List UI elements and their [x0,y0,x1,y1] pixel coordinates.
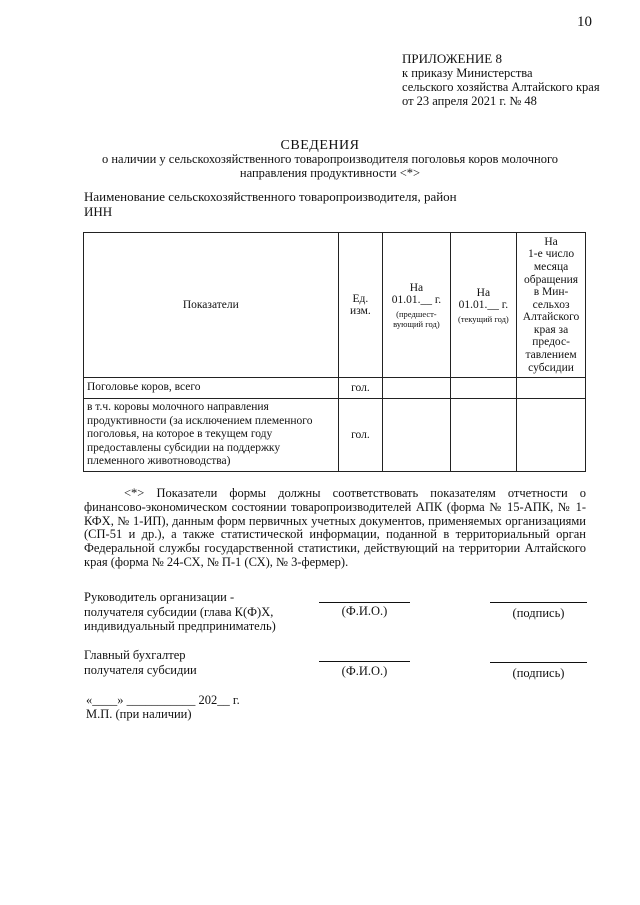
accountant-fio-caption: (Ф.И.О.) [341,664,388,678]
header-unit-line-1: Ед. [352,293,369,305]
header-application-month [517,233,586,378]
accountant-label-line-1: Главный бухгалтер [84,648,186,662]
header-last-line: обращения [524,273,579,286]
header-last-line: 1-е число [528,248,575,261]
stamp-label: М.П. (при наличии) [86,707,192,721]
row-cell-empty [517,399,586,472]
producer-block [84,189,457,219]
head-fio-caption: (Ф.И.О.) [341,604,388,618]
header-cur-line-1: На [476,286,491,299]
subtitle-line-2: направления продуктивности <*> [239,166,421,180]
header-unit [338,233,383,378]
data-table [83,232,586,472]
appendix-title: ПРИЛОЖЕНИЕ 8 [402,51,502,66]
head-label-line-1: Руководитель организации - [84,590,235,604]
row-unit: гол. [338,399,383,472]
subtitle-line-1: о наличии у сельскохозяйственного товаропроизводителя поголовья коров молочного [101,152,559,166]
header-indicators: Показатели [84,233,339,378]
header-last-line: предос- [532,336,570,349]
appendix-block [402,52,600,108]
header-unit-line-2: изм. [350,305,371,317]
producer-inn-label: ИНН [84,204,113,219]
accountant-sign-line [490,662,587,663]
row-label: в т.ч. коровы молочного направления продуктивности (за исключением племенного поголовья, на которое в текущем году предоставлены субсидии на поддержку племенного животноводства) [84,399,339,472]
header-last-line: Алтайского [522,311,580,324]
footnote: <*> Показатели формы должны соответствовать показателям отчетности о финансово-экономическом состоянии товаропроизводителей АПК (форма № 15-АПК, № 1-КФХ, № 1-ИП), данным форм первичных учетных документов, применяемых организациями (СП-51 и др.), а также статистической информации, поданной в территориальный орган Федеральной службы государственной статистики, действующий на территории Алтайского края (форма № 24-СХ, № П-1 (СХ), № 3-фермер). [84,486,586,569]
header-last-line: месяца [533,260,569,273]
head-fio-line [319,602,410,603]
header-cur-line-2: 01.01.__ г. [458,298,509,311]
accountant-label-line-2: получателя субсидии [84,662,197,677]
head-sign-line [490,602,587,603]
header-current-year [450,233,516,378]
row-cell-empty [517,378,586,399]
table-header-row [84,233,586,378]
row-cell-empty [450,378,516,399]
head-label-line-2: получателя субсидии (глава К(Ф)Х, [84,604,274,619]
table-row [84,378,586,399]
document-title: СВЕДЕНИЯ [280,138,360,153]
document-subtitle [90,152,570,180]
table-row [84,399,586,472]
header-last-line: На [544,235,558,248]
page-number: 10 [577,14,592,30]
header-prev-line-2: 01.01.__ г. [391,293,442,306]
head-label-line-3: индивидуальный предприниматель) [84,619,276,633]
header-cur-note: (текущий год) [457,313,509,324]
appendix-line-2: сельского хозяйства Алтайского края [402,80,600,94]
header-last-line: сельхоз [532,298,570,311]
header-last-line: края за [533,323,569,336]
header-last-line: тавлением [525,349,577,362]
header-prev-line-1: На [409,281,424,294]
header-prev-note: (предшест-вующий год) [393,308,440,329]
head-signature-label [84,590,276,634]
header-last-line: в Мин- [533,286,569,299]
row-cell-empty [383,399,450,472]
row-label: Поголовье коров, всего [84,378,339,399]
producer-name-label: Наименование сельскохозяйственного товаропроизводителя, район [84,189,457,204]
appendix-line-1: к приказу Министерства [402,66,533,80]
appendix-line-3: от 23 апреля 2021 г. № 48 [402,94,537,108]
row-cell-empty [383,378,450,399]
head-sign-caption: (подпись) [512,606,565,620]
accountant-sign-caption: (подпись) [512,666,565,680]
row-cell-empty [450,399,516,472]
accountant-signature-label [84,648,197,677]
header-last-line: субсидии [528,361,574,374]
header-previous-year [383,233,450,378]
row-unit: гол. [338,378,383,399]
date-line: «____» ___________ 202__ г. [86,693,240,707]
accountant-fio-line [319,661,410,662]
